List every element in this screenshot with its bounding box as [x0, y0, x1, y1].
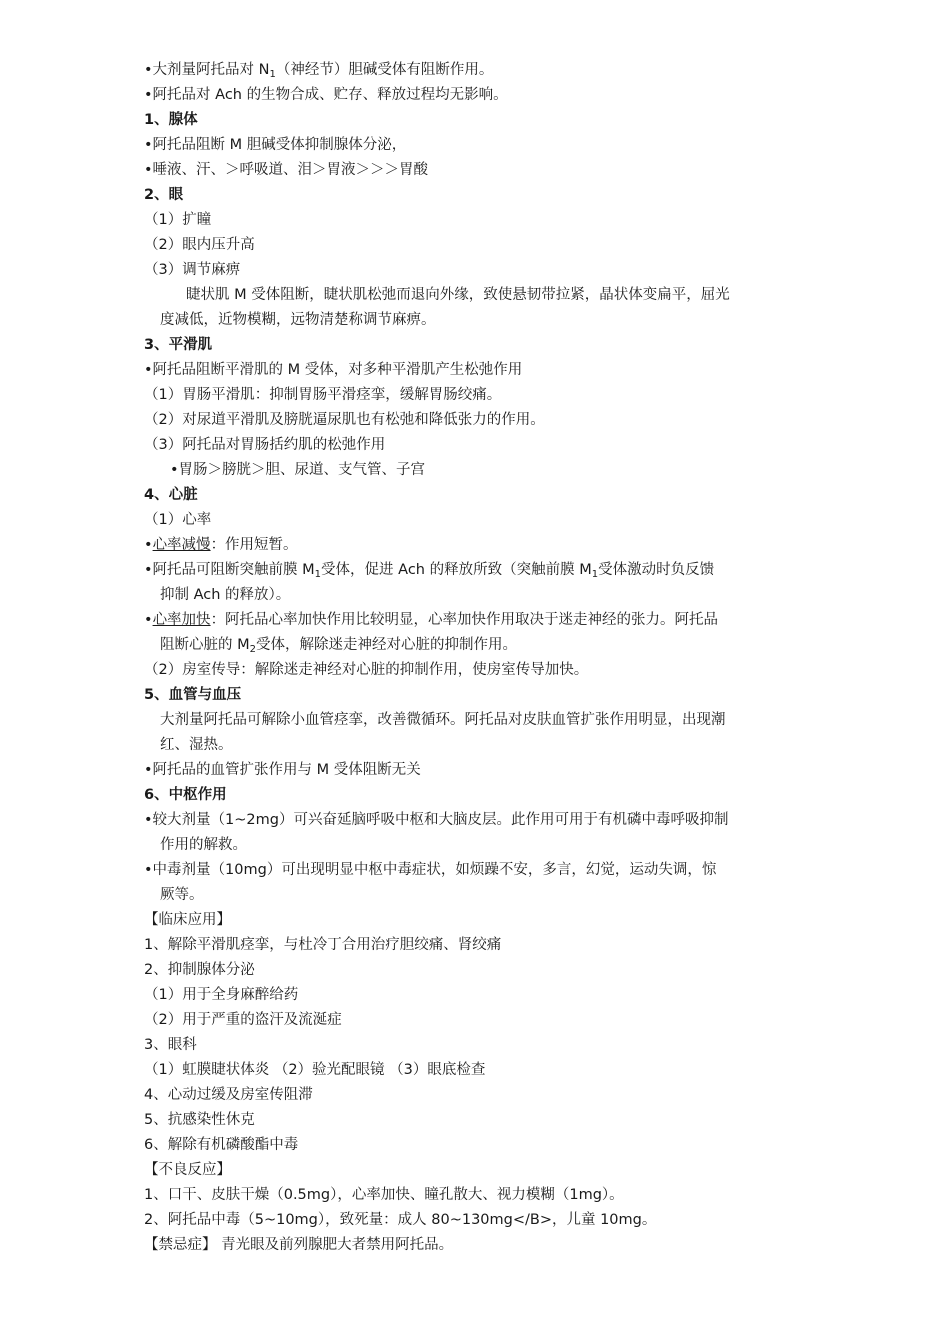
text-span: 1、腺体 [144, 112, 198, 128]
text-span: 2、阿托品中毒（5~10mg），致死量：成人 80~130mg</B>，儿童 10mg。 [144, 1212, 657, 1228]
section-heading [144, 785, 227, 805]
text-span: （1）心率 [144, 512, 212, 528]
text-span: •较大剂量（1~2mg）可兴奋延脑呼吸中枢和大脑皮层。此作用可用于有机磷中毒呼吸抑制 [144, 812, 729, 828]
text-line [144, 360, 522, 380]
text-span: •阿托品阻断 M 胆碱受体抑制腺体分泌， [144, 137, 407, 153]
text-span: 心率减慢 [152, 537, 211, 553]
text-span: •大剂量阿托品对 N [144, 62, 270, 78]
text-line [160, 835, 247, 855]
text-span: 受体，促进 Ach 的释放所致（突触前膜 M [321, 562, 592, 578]
text-span: （1）扩瞳 [144, 212, 212, 228]
text-line [160, 635, 517, 655]
text-span: • [144, 537, 153, 553]
text-span: 睫状肌 M 受体阻断，睫状肌松弛而退向外缘，致使悬韧带拉紧，晶状体变扁平，屈光 [186, 287, 730, 303]
text-span: 4、心动过缓及房室传阻滞 [144, 1087, 313, 1103]
section-heading [144, 185, 183, 205]
text-span: 4、心脏 [144, 487, 198, 503]
text-span: 2、抑制腺体分泌 [144, 962, 255, 978]
text-line [144, 810, 728, 830]
text-line [144, 260, 240, 280]
text-line [144, 860, 716, 880]
section-heading [144, 335, 212, 355]
text-span: • [144, 612, 153, 628]
section-heading [144, 485, 198, 505]
text-line [160, 735, 233, 755]
text-span: 红、湿热。 [160, 737, 233, 753]
text-span: 抑制 Ach 的释放）。 [160, 587, 291, 603]
text-span: 1、口干、皮肤干燥（0.5mg），心率加快、瞳孔散大、视力模糊（1mg）。 [144, 1187, 624, 1203]
text-line [144, 1235, 453, 1255]
subscript: 1 [269, 69, 276, 80]
text-span: 1、解除平滑肌痉挛，与杜冷丁合用治疗胆绞痛、肾绞痛 [144, 937, 502, 953]
text-line [144, 160, 428, 180]
text-span: •中毒剂量（10mg）可出现明显中枢中毒症状，如烦躁不安，多言，幻觉，运动失调，惊 [144, 862, 717, 878]
text-line [144, 435, 385, 455]
text-span: 【禁忌症】 青光眼及前列腺肥大者禁用阿托品。 [144, 1237, 454, 1253]
text-span: 度减低，近物模糊，远物清楚称调节麻痹。 [160, 312, 436, 328]
text-line [144, 1110, 255, 1130]
text-line [144, 1185, 624, 1205]
text-span: 3、眼科 [144, 1037, 197, 1053]
text-line [144, 510, 211, 530]
text-line [144, 660, 588, 680]
text-span: ：阿托品心率加快作用比较明显，心率加快作用取决于迷走神经的张力。阿托品 [210, 612, 719, 628]
section-heading [144, 110, 198, 130]
text-span: （2）对尿道平滑肌及膀胱逼尿肌也有松弛和降低张力的作用。 [144, 412, 545, 428]
text-line [144, 1060, 485, 1080]
text-span: 3、平滑肌 [144, 337, 213, 353]
text-span: 6、解除有机磷酸酯中毒 [144, 1137, 299, 1153]
text-line [144, 210, 211, 230]
subscript: 1 [591, 569, 599, 580]
text-line [144, 1210, 656, 1230]
text-span: •阿托品对 Ach 的生物合成、贮存、释放过程均无影响。 [144, 87, 508, 103]
text-span: 阻断心脏的 M [160, 637, 250, 653]
text-line [144, 535, 298, 555]
text-line [186, 285, 730, 305]
text-span: 厥等。 [160, 887, 204, 903]
text-line [144, 560, 714, 580]
text-line [144, 235, 255, 255]
text-span: （2）房室传导：解除迷走神经对心脏的抑制作用，使房室传导加快。 [144, 662, 589, 678]
text-line [144, 60, 493, 80]
text-line [144, 410, 545, 430]
text-line [144, 1135, 298, 1155]
text-span: •唾液、汗、＞呼吸道、泪＞胃液＞＞＞胃酸 [144, 162, 429, 178]
text-line [144, 985, 298, 1005]
text-line [144, 1085, 313, 1105]
text-span: （2）眼内压升高 [144, 237, 255, 253]
text-line [144, 910, 231, 930]
text-span: 受体，解除迷走神经对心脏的抑制作用。 [256, 637, 517, 653]
text-span: 作用的解救。 [160, 837, 247, 853]
text-span: （1）用于全身麻醉给药 [144, 987, 299, 1003]
text-span: 2、眼 [144, 187, 184, 203]
text-line [170, 460, 425, 480]
text-span: （3）调节麻痹 [144, 262, 241, 278]
text-span: （1）虹膜睫状体炎 （2）验光配眼镜 （3）眼底检查 [144, 1062, 486, 1078]
section-heading [144, 685, 241, 705]
text-line [144, 1160, 231, 1180]
text-span: •阿托品阻断平滑肌的 M 受体，对多种平滑肌产生松弛作用 [144, 362, 523, 378]
text-line [144, 610, 718, 630]
text-line [144, 85, 508, 105]
text-span: 【临床应用】 [144, 912, 231, 928]
text-line [144, 1035, 197, 1055]
text-span: 5、抗感染性休克 [144, 1112, 255, 1128]
text-span: 大剂量阿托品可解除小血管痉挛，改善微循环。阿托品对皮肤血管扩张作用明显，出现潮 [160, 712, 726, 728]
text-span: •阿托品可阻断突触前膜 M [144, 562, 315, 578]
text-span: ：作用短暂。 [210, 537, 298, 553]
text-line [160, 710, 726, 730]
subscript: 1 [314, 569, 322, 580]
text-span: 6、中枢作用 [144, 787, 227, 803]
text-span: •阿托品的血管扩张作用与 M 受体阻断无关 [144, 762, 421, 778]
text-span: 受体激动时负反馈 [598, 562, 715, 578]
text-span: 心率加快 [152, 612, 211, 628]
text-span: （1）胃肠平滑肌：抑制胃肠平滑痉挛，缓解胃肠绞痛。 [144, 387, 502, 403]
text-line [144, 385, 501, 405]
text-line [144, 1010, 342, 1030]
text-line [160, 885, 204, 905]
subscript: 2 [249, 644, 256, 655]
text-span: •胃肠＞膀胱＞胆、尿道、支气管、子宫 [170, 462, 426, 478]
text-span: （2）用于严重的盗汗及流涎症 [144, 1012, 342, 1028]
text-line [160, 585, 290, 605]
text-line [144, 935, 501, 955]
text-line [144, 760, 421, 780]
text-span: （神经节）胆碱受体有阻断作用。 [275, 62, 494, 78]
text-span: （3）阿托品对胃肠括约肌的松弛作用 [144, 437, 386, 453]
text-line [160, 310, 436, 330]
text-span: 5、血管与血压 [144, 687, 242, 703]
text-span: 【不良反应】 [144, 1162, 231, 1178]
text-line [144, 135, 406, 155]
text-line [144, 960, 255, 980]
